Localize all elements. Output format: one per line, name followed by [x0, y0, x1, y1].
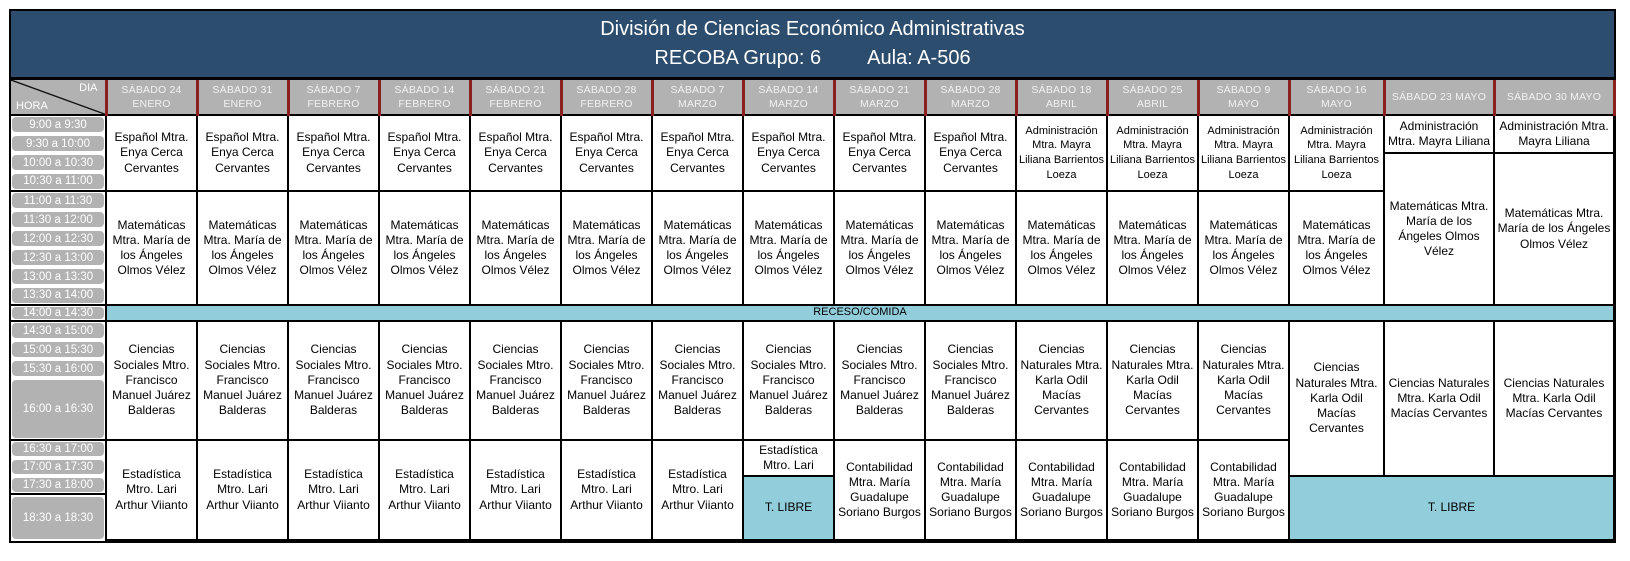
time-slot-label [11, 191, 106, 210]
time-slot-text: 12:30 a 13:00 [12, 250, 104, 265]
class-cell-mat: Matemáticas Mtra. María de los Ángeles Olmos Vélez [106, 191, 197, 305]
class-cell-mat: Matemáticas Mtra. María de los Ángeles Olmos Vélez [197, 191, 288, 305]
class-cell-admL: Administración Mtra. Mayra Liliana Barrientos Loeza [1016, 115, 1107, 191]
class-cell-soc: Ciencias Sociales Mtro. Francisco Manuel Juárez Balderas [470, 321, 561, 440]
class-cell-estS: Estadística Mtro. Lari [743, 440, 834, 476]
time-slot-text: 11:00 a 11:30 [12, 193, 104, 208]
class-cell-admL: Administración Mtra. Mayra Liliana Barrientos Loeza [1289, 115, 1384, 191]
class-cell-esp: Español Mtra. Enya Cerca Cervantes [561, 115, 652, 191]
class-cell-esp: Español Mtra. Enya Cerca Cervantes [743, 115, 834, 191]
room-label: Aula: A-506 [867, 47, 971, 69]
time-slot-text: 10:00 a 10:30 [12, 155, 104, 170]
time-slot-label [11, 210, 106, 229]
class-cell-estL: Estadística Mtro. Lari Arthur Viianto [652, 440, 743, 540]
date-column-header: SÁBADO 25 ABRIL [1107, 80, 1198, 115]
class-cell-esp: Español Mtra. Enya Cerca Cervantes [470, 115, 561, 191]
class-cell-estL: Estadística Mtro. Lari Arthur Viianto [561, 440, 652, 540]
time-slot-label [11, 321, 106, 340]
class-cell-esp: Español Mtra. Enya Cerca Cervantes [379, 115, 470, 191]
date-column-header: SÁBADO 7 MARZO [652, 80, 743, 115]
schedule-sheet [9, 9, 1616, 543]
class-cell-cont: Contabilidad Mtra. María Guadalupe Soriano Burgos [1016, 440, 1107, 540]
time-slot-label [11, 229, 106, 248]
class-cell-mat: Matemáticas Mtra. María de los Ángeles Olmos Vélez [1494, 153, 1614, 305]
date-column-header: SÁBADO 16 MAYO [1289, 80, 1384, 115]
class-cell-nat: Ciencias Naturales Mtra. Karla Odil Macías Cervantes [1494, 321, 1614, 476]
time-slot-text: 18:30 a 18:30 [12, 497, 104, 539]
class-cell-soc: Ciencias Sociales Mtro. Francisco Manuel Juárez Balderas [834, 321, 925, 440]
time-slot-label [11, 172, 106, 191]
time-slot-label [11, 305, 106, 321]
date-column-header: SÁBADO 31 ENERO [197, 80, 288, 115]
class-cell-soc: Ciencias Sociales Mtro. Francisco Manuel Juárez Balderas [379, 321, 470, 440]
time-slot-text: 16:30 a 17:00 [12, 442, 104, 456]
class-cell-mat: Matemáticas Mtra. María de los Ángeles Olmos Vélez [834, 191, 925, 305]
class-cell-mat: Matemáticas Mtra. María de los Ángeles Olmos Vélez [470, 191, 561, 305]
time-slot-text: 17:00 a 17:30 [12, 460, 104, 474]
class-cell-nat: Ciencias Naturales Mtra. Karla Odil Macías Cervantes [1198, 321, 1289, 440]
class-cell-cont: Contabilidad Mtra. María Guadalupe Soriano Burgos [1198, 440, 1289, 540]
time-slot-text: 13:30 a 14:00 [12, 288, 104, 303]
time-slot-label [11, 115, 106, 134]
time-slot-label [11, 134, 106, 153]
class-cell-admL: Administración Mtra. Mayra Liliana Barrientos Loeza [1107, 115, 1198, 191]
time-slot-text: 9:30 a 10:00 [12, 136, 104, 151]
receso-cell: RECESO/COMIDA [106, 305, 1614, 321]
time-slot-text: 11:30 a 12:00 [12, 212, 104, 227]
class-cell-soc: Ciencias Sociales Mtro. Francisco Manuel Juárez Balderas [652, 321, 743, 440]
date-column-header: SÁBADO 28 FEBRERO [561, 80, 652, 115]
time-slot-label [11, 340, 106, 359]
title-bar [11, 11, 1614, 80]
class-cell-estL: Estadística Mtro. Lari Arthur Viianto [288, 440, 379, 540]
class-cell-mat: Matemáticas Mtra. María de los Ángeles Olmos Vélez [288, 191, 379, 305]
time-slot-text: 14:00 a 14:30 [12, 307, 104, 319]
group-label: RECOBA Grupo: 6 [654, 47, 822, 69]
division-title: División de Ciencias Económico Administrativas [600, 18, 1025, 40]
time-slot-label [11, 458, 106, 476]
time-slot-text: 17:30 a 18:00 [12, 478, 104, 492]
corner-dia-label: DIA [79, 82, 98, 94]
class-cell-esp: Español Mtra. Enya Cerca Cervantes [652, 115, 743, 191]
class-cell-soc: Ciencias Sociales Mtro. Francisco Manuel Juárez Balderas [106, 321, 197, 440]
schedule-table [11, 80, 1616, 541]
class-cell-esp: Español Mtra. Enya Cerca Cervantes [925, 115, 1016, 191]
date-column-header: SÁBADO 23 MAYO [1384, 80, 1494, 115]
class-cell-estL: Estadística Mtro. Lari Arthur Viianto [106, 440, 197, 540]
class-cell-estL: Estadística Mtro. Lari Arthur Viianto [470, 440, 561, 540]
class-cell-esp: Español Mtra. Enya Cerca Cervantes [197, 115, 288, 191]
time-slot-label [11, 267, 106, 286]
class-cell-mat: Matemáticas Mtra. María de los Ángeles Olmos Vélez [1384, 153, 1494, 305]
time-slot-label [11, 286, 106, 305]
class-cell-nat: Ciencias Naturales Mtra. Karla Odil Macías Cervantes [1016, 321, 1107, 440]
time-slot-text: 14:30 a 15:00 [12, 323, 104, 338]
time-slot-text: 12:00 a 12:30 [12, 231, 104, 246]
class-cell-mat: Matemáticas Mtra. María de los Ángeles Olmos Vélez [379, 191, 470, 305]
class-cell-soc: Ciencias Sociales Mtro. Francisco Manuel Juárez Balderas [197, 321, 288, 440]
class-cell-estL: Estadística Mtro. Lari Arthur Viianto [379, 440, 470, 540]
class-cell-mat: Matemáticas Mtra. María de los Ángeles Olmos Vélez [925, 191, 1016, 305]
class-cell-mat: Matemáticas Mtra. María de los Ángeles Olmos Vélez [1016, 191, 1107, 305]
class-cell-admS: Administración Mtra. Mayra Liliana [1384, 115, 1494, 153]
time-slot-text: 9:00 a 9:30 [12, 117, 104, 132]
class-cell-nat: Ciencias Naturales Mtra. Karla Odil Macías Cervantes [1107, 321, 1198, 440]
time-slot-text: 10:30 a 11:00 [12, 174, 104, 189]
date-column-header: SÁBADO 9 MAYO [1198, 80, 1289, 115]
date-column-header: SÁBADO 7 FEBRERO [288, 80, 379, 115]
class-cell-mat: Matemáticas Mtra. María de los Ángeles Olmos Vélez [1289, 191, 1384, 305]
time-slot-label [11, 248, 106, 267]
date-column-header: SÁBADO 18 ABRIL [1016, 80, 1107, 115]
corner-hora-label: HORA [16, 100, 48, 112]
time-slot-text: 16:00 a 16:30 [12, 380, 104, 438]
class-cell-nat: Ciencias Naturales Mtra. Karla Odil Macías Cervantes [1289, 321, 1384, 476]
time-slot-text: 15:00 a 15:30 [12, 342, 104, 357]
date-column-header: SÁBADO 21 FEBRERO [470, 80, 561, 115]
free-time-cell: T. LIBRE [743, 476, 834, 540]
date-column-header: SÁBADO 30 MAYO [1494, 80, 1614, 115]
date-column-header: SÁBADO 14 MARZO [743, 80, 834, 115]
date-column-header: SÁBADO 24 ENERO [106, 80, 197, 115]
class-cell-soc: Ciencias Sociales Mtro. Francisco Manuel Juárez Balderas [925, 321, 1016, 440]
time-slot-label [11, 494, 106, 540]
class-cell-mat: Matemáticas Mtra. María de los Ángeles Olmos Vélez [1198, 191, 1289, 305]
class-cell-cont: Contabilidad Mtra. María Guadalupe Soriano Burgos [1107, 440, 1198, 540]
class-cell-admL: Administración Mtra. Mayra Liliana Barrientos Loeza [1198, 115, 1289, 191]
time-slot-label [11, 378, 106, 440]
class-cell-mat: Matemáticas Mtra. María de los Ángeles Olmos Vélez [652, 191, 743, 305]
time-slot-label [11, 359, 106, 378]
date-column-header: SÁBADO 21 MARZO [834, 80, 925, 115]
class-cell-cont: Contabilidad Mtra. María Guadalupe Soriano Burgos [925, 440, 1016, 540]
time-slot-text: 13:00 a 13:30 [12, 269, 104, 284]
class-cell-nat: Ciencias Naturales Mtra. Karla Odil Macías Cervantes [1384, 321, 1494, 476]
date-column-header: SÁBADO 28 MARZO [925, 80, 1016, 115]
class-cell-esp: Español Mtra. Enya Cerca Cervantes [834, 115, 925, 191]
class-cell-soc: Ciencias Sociales Mtro. Francisco Manuel Juárez Balderas [743, 321, 834, 440]
class-cell-admS: Administración Mtra. Mayra Liliana [1494, 115, 1614, 153]
class-cell-cont: Contabilidad Mtra. María Guadalupe Soriano Burgos [834, 440, 925, 540]
time-slot-label [11, 476, 106, 494]
free-time-cell: T. LIBRE [1289, 476, 1614, 540]
class-cell-soc: Ciencias Sociales Mtro. Francisco Manuel Juárez Balderas [288, 321, 379, 440]
class-cell-mat: Matemáticas Mtra. María de los Ángeles Olmos Vélez [743, 191, 834, 305]
class-cell-esp: Español Mtra. Enya Cerca Cervantes [106, 115, 197, 191]
time-slot-text: 15:30 a 16:00 [12, 361, 104, 376]
class-cell-esp: Español Mtra. Enya Cerca Cervantes [288, 115, 379, 191]
class-cell-soc: Ciencias Sociales Mtro. Francisco Manuel Juárez Balderas [561, 321, 652, 440]
class-cell-mat: Matemáticas Mtra. María de los Ángeles Olmos Vélez [1107, 191, 1198, 305]
time-slot-label [11, 153, 106, 172]
date-column-header: SÁBADO 14 FEBRERO [379, 80, 470, 115]
subtitle-row [654, 44, 970, 73]
class-cell-estL: Estadística Mtro. Lari Arthur Viianto [197, 440, 288, 540]
class-cell-mat: Matemáticas Mtra. María de los Ángeles Olmos Vélez [561, 191, 652, 305]
corner-cell [11, 80, 106, 115]
time-slot-label [11, 440, 106, 458]
